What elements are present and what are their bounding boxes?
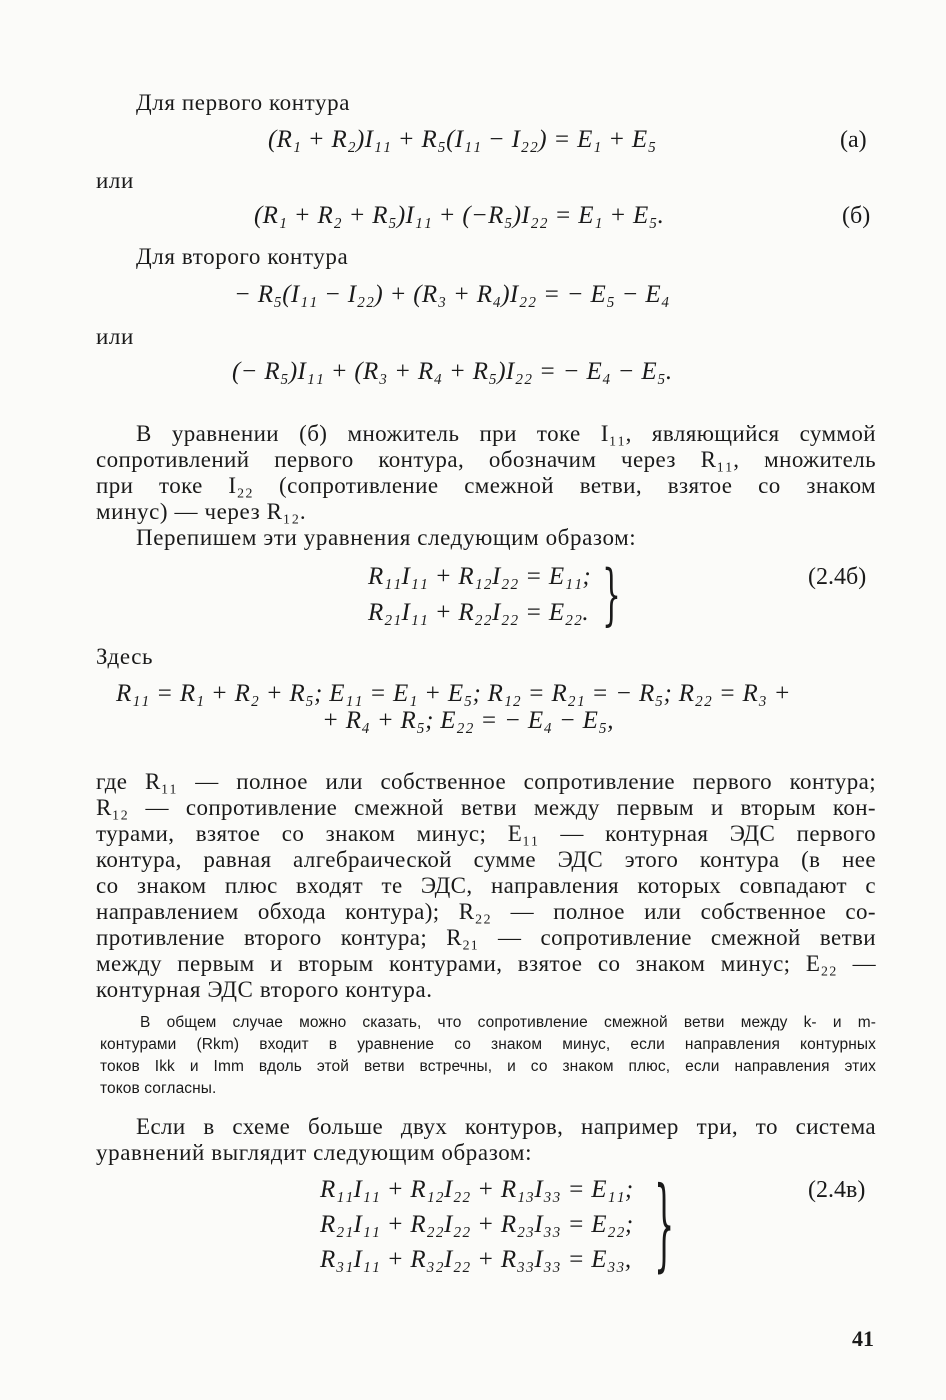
definitions-line-1: R₁₁ = R₁ + R₂ + R₅; E₁₁ = E₁ + E₅; R₁₂ = R₂₁ = − R₅; R₂₂ = R₃ + bbox=[116, 680, 791, 707]
system-24v-row-2: R₂₁I₁₁ + R₂₂I₂₂ + R₂₃I₃₃ = E₂₂; bbox=[320, 1211, 634, 1238]
paragraph-3-line-5: со знаком плюс входят те ЭДС, направления которых совпадают с bbox=[96, 873, 876, 898]
paragraph-1-line-1: В уравнении (б) множитель при токе I₁₁, являющийся суммой bbox=[136, 421, 876, 446]
paragraph-4-line-2: уравнений выглядит следующим образом: bbox=[96, 1140, 533, 1165]
paragraph-3-line-8: между первым и вторым контурами, взятое со знаком минус; E₂₂ — bbox=[96, 951, 876, 976]
equation-c: − R₅(I₁₁ − I₂₂) + (R₃ + R₄)I₂₂ = − E₅ − E₄ bbox=[234, 281, 670, 308]
paragraph-3-line-2: R₁₂ — сопротивление смежной ветви между первым и вторым кон- bbox=[96, 795, 876, 820]
system-246-brace: } bbox=[602, 556, 621, 633]
paragraph-1-line-3: при токе I₂₂ (сопротивление смежной ветви, взятое со знаком bbox=[96, 473, 876, 498]
equation-a-label: (а) bbox=[840, 127, 867, 153]
paragraph-3-line-6: направлением обхода контура); R₂₂ — полное или собственное со- bbox=[96, 899, 876, 924]
paragraph-3-line-4: контура, равная алгебраической сумме ЭДС этого контура (в нее bbox=[96, 847, 876, 872]
heading-second-contour: Для второго контура bbox=[136, 244, 349, 269]
equation-d: (− R₅)I₁₁ + (R₃ + R₄ + R₅)I₂₂ = − E₄ − E₅. bbox=[232, 358, 673, 385]
system-246-row-1: R₁₁I₁₁ + R₁₂I₂₂ = E₁₁; bbox=[368, 563, 592, 590]
heading-first-contour: Для первого контура bbox=[136, 90, 350, 115]
equation-246-label: (2.4б) bbox=[808, 564, 867, 590]
definitions-line-2: + R₄ + R₅; E₂₂ = − E₄ − E₅, bbox=[322, 707, 614, 734]
paragraph-4-line-1: Если в схеме больше двух контуров, например три, то система bbox=[136, 1114, 876, 1139]
equation-24v-label: (2.4в) bbox=[808, 1177, 866, 1203]
paragraph-1-line-2: сопротивлений первого контура, обозначим через R₁₁, множитель bbox=[96, 447, 876, 472]
note-line-3: токов Ikk и Imm вдоль этой ветви встречны, и со знаком плюс, если направления этих bbox=[100, 1058, 876, 1075]
system-24v-row-1: R₁₁I₁₁ + R₁₂I₂₂ + R₁₃I₃₃ = E₁₁; bbox=[320, 1176, 634, 1203]
paragraph-2: Перепишем эти уравнения следующим образом: bbox=[136, 525, 637, 550]
system-24v-row-3: R₃₁I₁₁ + R₃₂I₂₂ + R₃₃I₃₃ = E₃₃, bbox=[320, 1246, 632, 1273]
here-text: Здесь bbox=[96, 644, 154, 669]
paragraph-3-line-1: где R₁₁ — полное или собственное сопротивление первого контура; bbox=[96, 769, 876, 794]
paragraph-1-line-4: минус) — через R₁₂. bbox=[96, 499, 307, 524]
note-line-2: контурами (Rkm) входит в уравнение со знаком минус, если направления контурных bbox=[100, 1036, 876, 1053]
equation-b: (R₁ + R₂ + R₅)I₁₁ + (−R₅)I₂₂ = E₁ + E₅. bbox=[254, 202, 665, 229]
system-246-row-2: R₂₁I₁₁ + R₂₂I₂₂ = E₂₂. bbox=[368, 599, 589, 626]
system-24v-brace: } bbox=[654, 1165, 675, 1282]
paragraph-3-line-3: турами, взятое со знаком минус; E₁₁ — контурная ЭДС первого bbox=[96, 821, 876, 846]
page-number: 41 bbox=[852, 1326, 874, 1351]
paragraph-3-line-9: контурная ЭДС второго контура. bbox=[96, 977, 433, 1002]
note-line-4: токов согласны. bbox=[100, 1080, 217, 1097]
or-text-1: или bbox=[96, 168, 134, 193]
equation-a: (R₁ + R₂)I₁₁ + R₅(I₁₁ − I₂₂) = E₁ + E₅ bbox=[268, 126, 657, 153]
paragraph-3-line-7: противление второго контура; R₂₁ — сопротивление смежной ветви bbox=[96, 925, 876, 950]
note-line-1: В общем случае можно сказать, что сопротивление смежной ветви между k- и m- bbox=[140, 1014, 876, 1031]
or-text-2: или bbox=[96, 324, 134, 349]
equation-b-label: (б) bbox=[842, 203, 871, 229]
